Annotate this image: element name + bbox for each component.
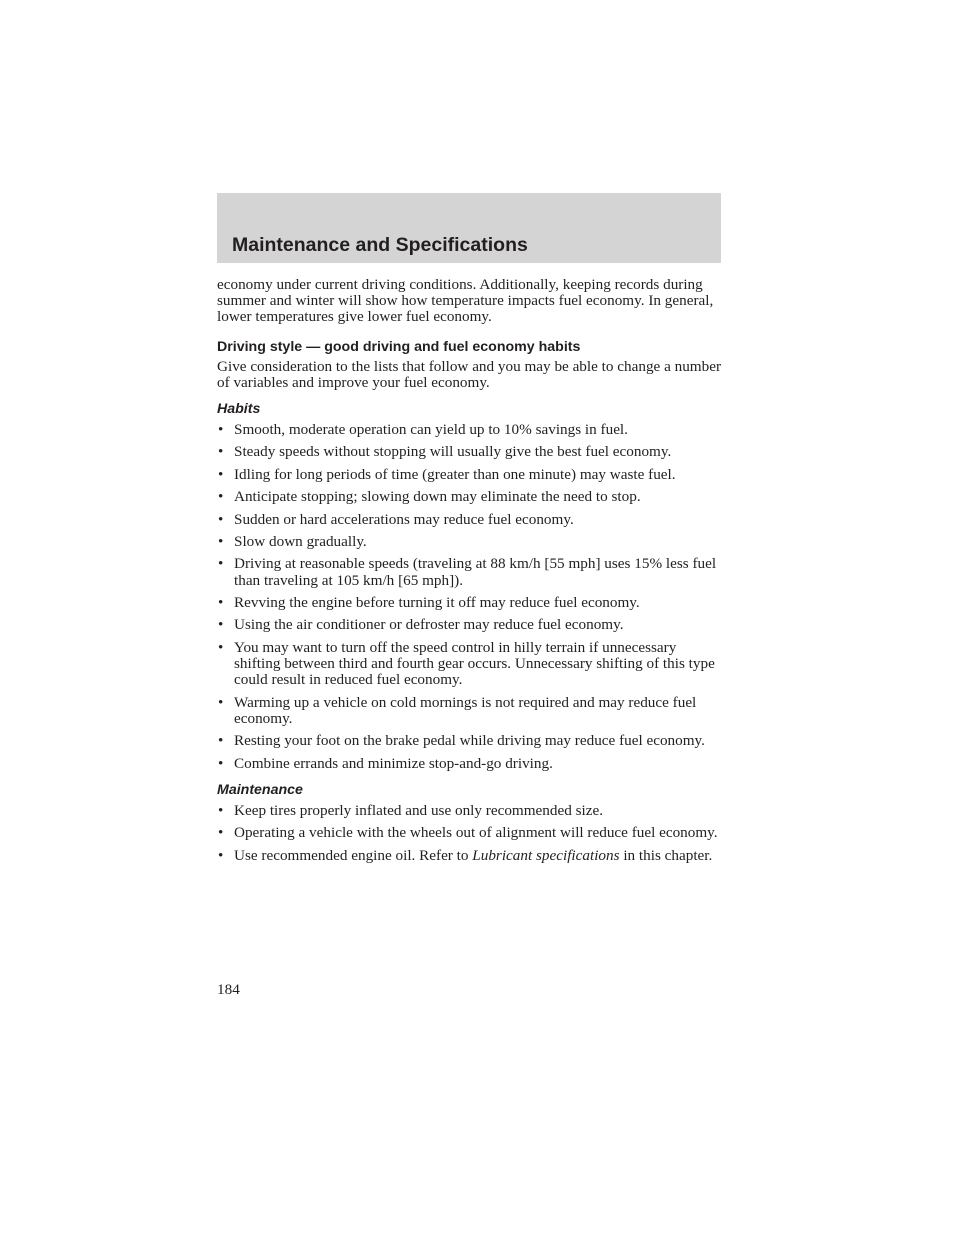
list-item-text: Smooth, moderate operation can yield up to 10% savings in fuel. — [234, 421, 628, 439]
maintenance-heading: Maintenance — [217, 781, 303, 798]
list-item-text — [234, 847, 712, 864]
list-item — [217, 534, 721, 550]
list-item — [217, 467, 721, 483]
bullet-icon: • — [218, 693, 224, 711]
bullet-icon: • — [218, 443, 224, 461]
list-item-text: Anticipate stopping; slowing down may eliminate the need to stop. — [234, 488, 641, 506]
bullet-icon: • — [218, 801, 224, 819]
bullet-icon: • — [218, 638, 224, 656]
lubricant-specifications-reference: Lubricant specifications — [472, 846, 620, 864]
list-item — [217, 617, 721, 633]
driving-style-heading: Driving style — good driving and fuel economy habits — [217, 338, 581, 355]
maintenance-list — [217, 803, 721, 864]
list-item-text: Driving at reasonable speeds (traveling at 88 km/h [55 mph] uses 15% less fuel than traveling at 105 km/h [65 mph]). — [234, 555, 717, 589]
list-item-text: Idling for long periods of time (greater than one minute) may waste fuel. — [234, 465, 676, 483]
page-number: 184 — [217, 981, 240, 998]
list-item-text: Revving the engine before turning it off may reduce fuel economy. — [234, 593, 640, 611]
bullet-icon: • — [218, 488, 224, 506]
list-item-text: Keep tires properly inflated and use only recommended size. — [234, 801, 604, 819]
list-item — [217, 825, 721, 841]
list-item-text: You may want to turn off the speed control in hilly terrain if unnecessary shifting between third and fourth gear occurs. Unnecessary shifting of this type could result in reduced fuel economy. — [234, 638, 715, 689]
chapter-title: Maintenance and Specifications — [232, 234, 528, 256]
list-item — [217, 695, 721, 727]
list-item — [217, 595, 721, 611]
oil-text-after: in this chapter. — [619, 846, 713, 864]
bullet-icon: • — [218, 616, 224, 634]
bullet-icon: • — [218, 732, 224, 750]
list-item — [217, 803, 721, 819]
bullet-icon: • — [218, 421, 224, 439]
list-item — [217, 756, 721, 772]
list-item — [217, 733, 721, 749]
list-item-text: Steady speeds without stopping will usually give the best fuel economy. — [234, 443, 672, 461]
bullet-icon: • — [218, 824, 224, 842]
list-item — [217, 848, 721, 864]
page-content — [217, 277, 721, 870]
list-item-text: Warming up a vehicle on cold mornings is not required and may reduce fuel economy. — [234, 693, 697, 727]
list-item-text: Resting your foot on the brake pedal while driving may reduce fuel economy. — [234, 732, 705, 750]
list-item-text: Slow down gradually. — [234, 532, 367, 550]
list-item-text: Combine errands and minimize stop-and-go driving. — [234, 754, 553, 772]
list-item — [217, 640, 721, 689]
habits-heading: Habits — [217, 401, 261, 418]
bullet-icon: • — [218, 593, 224, 611]
bullet-icon: • — [218, 465, 224, 483]
list-item-text: Sudden or hard accelerations may reduce fuel economy. — [234, 510, 574, 528]
list-item — [217, 556, 721, 588]
oil-text-before: Use recommended engine oil. Refer to — [234, 846, 473, 864]
driving-style-paragraph: Give consideration to the lists that follow and you may be able to change a number of variables and improve your fuel economy. — [217, 357, 722, 391]
list-item — [217, 422, 721, 438]
list-item — [217, 444, 721, 460]
bullet-icon: • — [218, 754, 224, 772]
bullet-icon: • — [218, 532, 224, 550]
list-item-text: Operating a vehicle with the wheels out of alignment will reduce fuel economy. — [234, 824, 718, 842]
bullet-icon: • — [218, 555, 224, 573]
list-item — [217, 489, 721, 505]
bullet-icon: • — [218, 510, 224, 528]
chapter-header-band — [217, 193, 721, 263]
habits-list — [217, 422, 721, 772]
list-item — [217, 512, 721, 528]
list-item-text: Using the air conditioner or defroster may reduce fuel economy. — [234, 616, 624, 634]
intro-paragraph: economy under current driving conditions. Additionally, keeping records during summer and winter will show how temperature impacts fuel economy. In general, lower temperatures give lower fuel economy. — [217, 276, 714, 326]
bullet-icon: • — [218, 846, 224, 864]
